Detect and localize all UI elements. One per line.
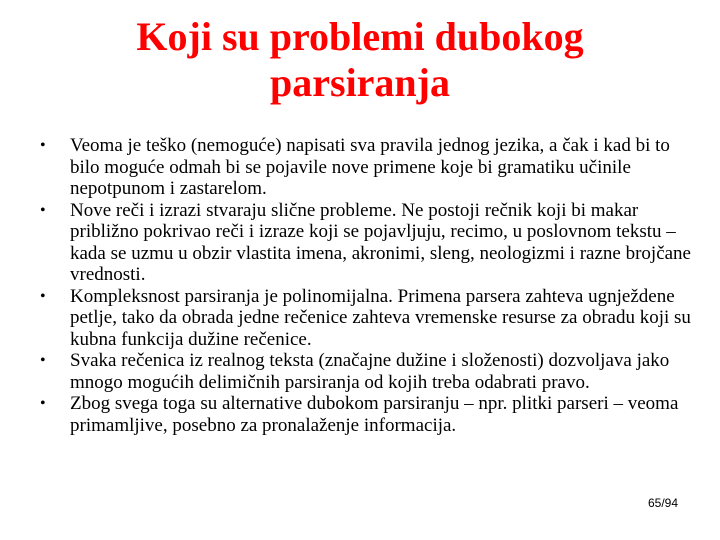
bullet-icon: • [40, 395, 46, 412]
title-line-1: Koji su problemi dubokog [136, 14, 584, 59]
bullet-list [40, 135, 700, 436]
bullet-icon: • [40, 352, 46, 369]
bullet-icon: • [40, 137, 46, 154]
bullet-text: Svaka rečenica iz realnog teksta (značajne dužine i složenosti) dozvoljava jako mnogo mogućih delimičnih parsiranja od kojih treba odabrati pravo. [70, 350, 670, 393]
page-number: 65/94 [647, 496, 678, 510]
bullet-icon: • [40, 287, 46, 305]
slide-title [60, 14, 660, 106]
bullet-icon: • [40, 201, 46, 219]
bullet-item [40, 200, 700, 286]
bullet-item [40, 350, 700, 393]
bullet-item [40, 286, 700, 351]
bullet-text: Zbog svega toga su alternative dubokom parsiranju – npr. plitki parseri – veoma primamljive, posebno za pronalaženje informacija. [70, 393, 679, 436]
bullet-text: Kompleksnost parsiranja je polinomijalna. Primena parsera zahteva ugnježdene petlje, tako da obrada jedne rečenice zahteva vremenske resurse za obradu koji su kubna funkcija dužine rečenice. [70, 285, 691, 350]
bullet-text: Veoma je teško (nemoguće) napisati sva pravila jednog jezika, a čak i kad bi to bilo moguće odmah bi se pojavile nove primene koje bi gramatiku učinile nepotpunom i zastarelom. [70, 135, 670, 199]
bullet-text: Nove reči i izrazi stvaraju slične probleme. Ne postoji rečnik koji bi makar približno pokrivao reči i izraze koji se pojavljuju, recimo, u poslovnom tekstu – kada se uzmu u obzir vlastita imena, akronimi, sleng, neologizmi i razne brojčane vrednosti. [70, 199, 691, 285]
bullet-item [40, 393, 700, 436]
title-line-2: parsiranja [270, 60, 450, 105]
bullet-item [40, 135, 700, 200]
